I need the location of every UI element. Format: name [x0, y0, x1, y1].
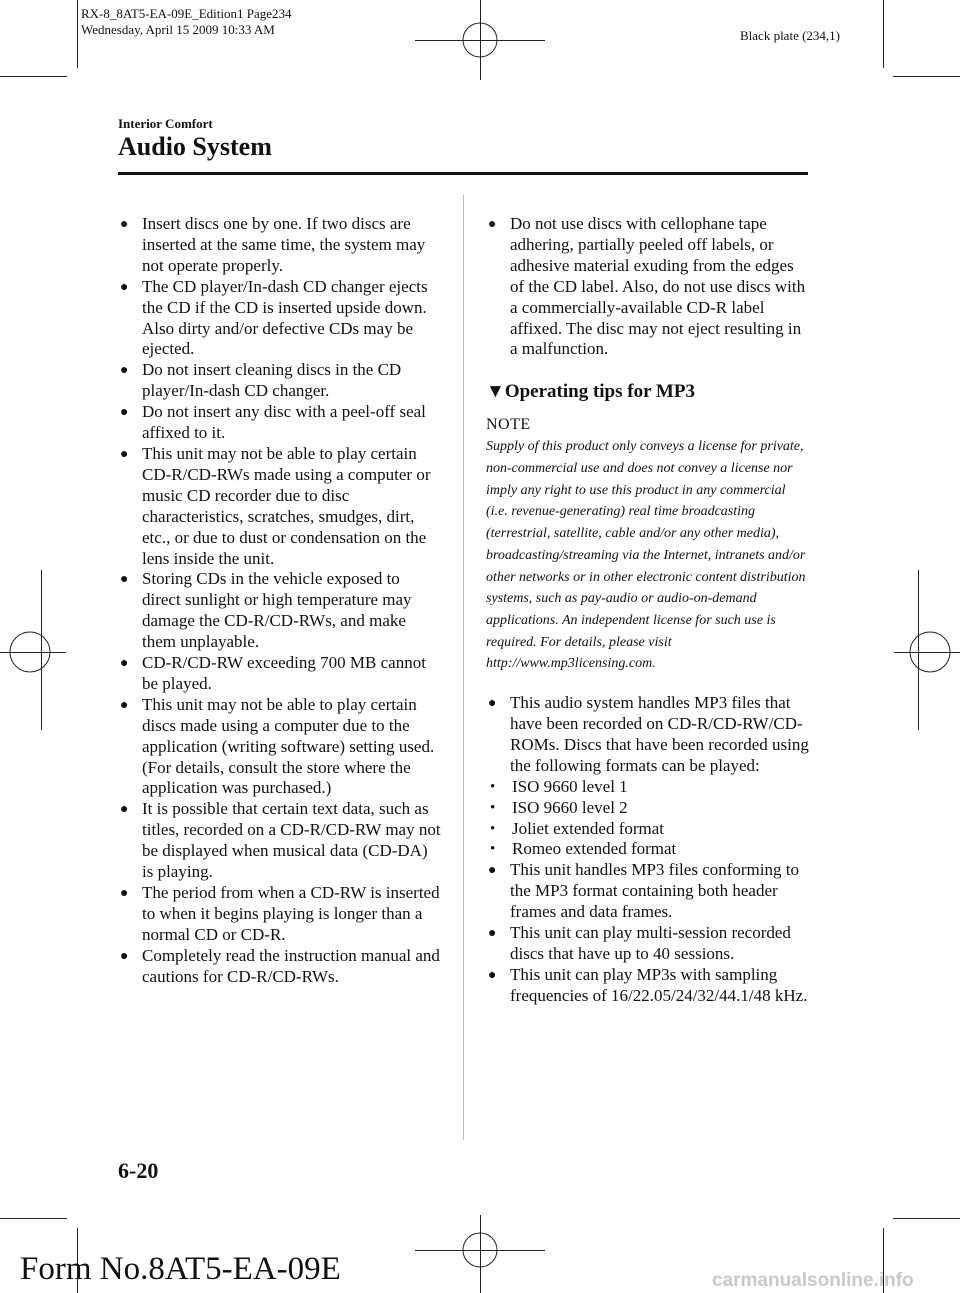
title-rule	[118, 172, 808, 175]
list-item	[118, 569, 442, 653]
list-item	[486, 923, 810, 965]
list-item-text: Completely read the instruction manual and cautions for CD-R/CD-RWs.	[142, 945, 440, 986]
bullet-icon: •	[490, 799, 496, 816]
bullet-icon: •	[490, 820, 496, 837]
bullet-icon: ●	[488, 863, 497, 879]
note-text: Supply of this product only conveys a license for private, non-commercial use and does not convey a license nor imply any right to use this product in any commercial (i.e. revenue-generating) real time broadcasting (terrestrial, satellite, cable and/or any other media), broadcasting/streaming via the Internet, intranets and/or other networks or in other electronic content distribution systems, such as pay-audio or audio-on-demand applications. An independent license for such use is required. For details, please visit http://www.mp3licensing.com.	[486, 439, 806, 672]
list-item-text: CD-R/CD-RW exceeding 700 MB cannot be played.	[142, 653, 426, 693]
list-item-text: This unit may not be able to play certain discs made using a computer due to the application (writing software) setting used. (For details, consult the store where the application was purchased.)	[142, 694, 435, 798]
list-item-text: Insert discs one by one. If two discs are inserted at the same time, the system may not operate properly.	[142, 214, 426, 275]
list-item	[118, 883, 442, 946]
bullet-icon: ●	[488, 967, 497, 983]
mp3-subheading-text: Operating tips for MP3	[504, 381, 695, 403]
list-item-text: The period from when a CD-RW is inserted to when it begins playing is longer than a normal CD or CD-R.	[142, 883, 440, 944]
list-item-text: Storing CDs in the vehicle exposed to direct sunlight or high temperature may damage the CD-R/CD-RWs, and make them unplayable.	[142, 569, 412, 652]
list-item	[118, 277, 442, 361]
list-item	[486, 214, 810, 360]
list-item-text: This unit can play multi-session recorded discs that have up to 40 sessions.	[510, 923, 791, 963]
list-item	[118, 695, 442, 800]
print-meta-line2: Wednesday, April 15 2009 10:33 AM	[81, 22, 275, 37]
list-item	[118, 946, 442, 988]
print-meta	[81, 6, 292, 38]
bullet-icon: •	[490, 841, 496, 858]
triangle-down-icon: ▼	[486, 381, 505, 403]
mp3-subheading	[486, 380, 810, 404]
list-item	[118, 653, 442, 695]
list-item-text: ISO 9660 level 1	[512, 776, 628, 796]
list-item	[486, 965, 810, 1007]
plate-label: Black plate (234,1)	[740, 28, 840, 43]
right-column	[486, 214, 810, 1007]
bullet-icon: ●	[120, 405, 129, 421]
bullet-icon: ●	[488, 696, 497, 712]
list-item	[486, 693, 810, 860]
list-item	[486, 798, 810, 819]
bullet-icon: ●	[120, 886, 129, 901]
list-item-text: The CD player/In-dash CD changer ejects the CD if the CD is inserted upside down. Also dirty and/or defective CDs may be ejected.	[142, 276, 428, 359]
list-item-text: Do not insert cleaning discs in the CD player/In-dash CD changer.	[142, 360, 402, 401]
form-number: Form No.8AT5-EA-09E	[20, 1251, 341, 1287]
left-bullet-list	[118, 214, 442, 988]
list-item-text: This unit may not be able to play certain CD-R/CD-RWs made using a computer or music CD recorder due to disc characteristics, scratches, smudges, dirt, etc., or due to dust or condensation on the lens inside the unit.	[142, 443, 431, 568]
bullet-icon: •	[490, 778, 496, 795]
list-item	[118, 799, 442, 883]
list-item	[118, 444, 442, 569]
mp3-extra-bullet-list	[486, 860, 810, 1006]
page-title: Audio System	[118, 132, 272, 161]
mp3-intro-text: This audio system handles MP3 files that have been recorded on CD-R/CD-RW/CD-ROMs. Discs that have been recorded using the following formats can be played:	[510, 693, 809, 775]
list-item	[486, 860, 810, 923]
right-top-bullet-list	[486, 214, 810, 360]
note-label: NOTE	[486, 416, 531, 434]
list-item	[486, 839, 810, 860]
list-item	[486, 777, 810, 798]
bullet-icon: ●	[120, 363, 129, 379]
format-list	[486, 777, 810, 861]
bullet-icon: ●	[120, 656, 129, 672]
bullet-icon: ●	[488, 926, 497, 942]
list-item-text: Do not use discs with cellophane tape adhering, partially peeled off labels, or adhesive material exuding from the edges of the CD label. Also, do not use discs with a commercially-available CD-R label affixed. The disc may not eject resulting in a malfunction.	[510, 214, 806, 359]
mp3-bullet-list	[486, 693, 810, 860]
bullet-icon: ●	[488, 217, 497, 232]
list-item	[486, 819, 810, 840]
list-item	[118, 214, 442, 277]
bullet-icon: ●	[120, 948, 129, 964]
list-item-text: ISO 9660 level 2	[512, 797, 628, 817]
bullet-icon: ●	[120, 279, 129, 295]
list-item-text: Joliet extended format	[512, 818, 665, 838]
list-item	[118, 360, 442, 402]
bullet-icon: ●	[120, 446, 129, 462]
list-item-text: This unit can play MP3s with sampling frequencies of 16/22.05/24/32/44.1/48 kHz.	[510, 964, 808, 1005]
list-item-text: Romeo extended format	[512, 839, 677, 859]
list-item-text: This unit handles MP3 files conforming to the MP3 format containing both header frames and data frames.	[510, 860, 799, 922]
watermark: carmanualsonline.info	[712, 1270, 914, 1291]
bullet-icon: ●	[120, 697, 129, 713]
list-item	[118, 402, 442, 444]
list-item-text: It is possible that certain text data, such as titles, recorded on a CD-R/CD-RW may not be displayed when musical data (CD-DA) is playing.	[142, 799, 441, 882]
section-label: Interior Comfort	[118, 116, 213, 131]
list-item-text: Do not insert any disc with a peel-off seal affixed to it.	[142, 402, 426, 443]
column-divider	[463, 195, 464, 1140]
bullet-icon: ●	[120, 802, 129, 818]
bullet-icon: ●	[120, 217, 129, 232]
bullet-icon: ●	[120, 572, 129, 588]
print-meta-line1: RX-8_8AT5-EA-09E_Edition1 Page234	[81, 6, 292, 21]
page-number: 6-20	[118, 1158, 159, 1183]
